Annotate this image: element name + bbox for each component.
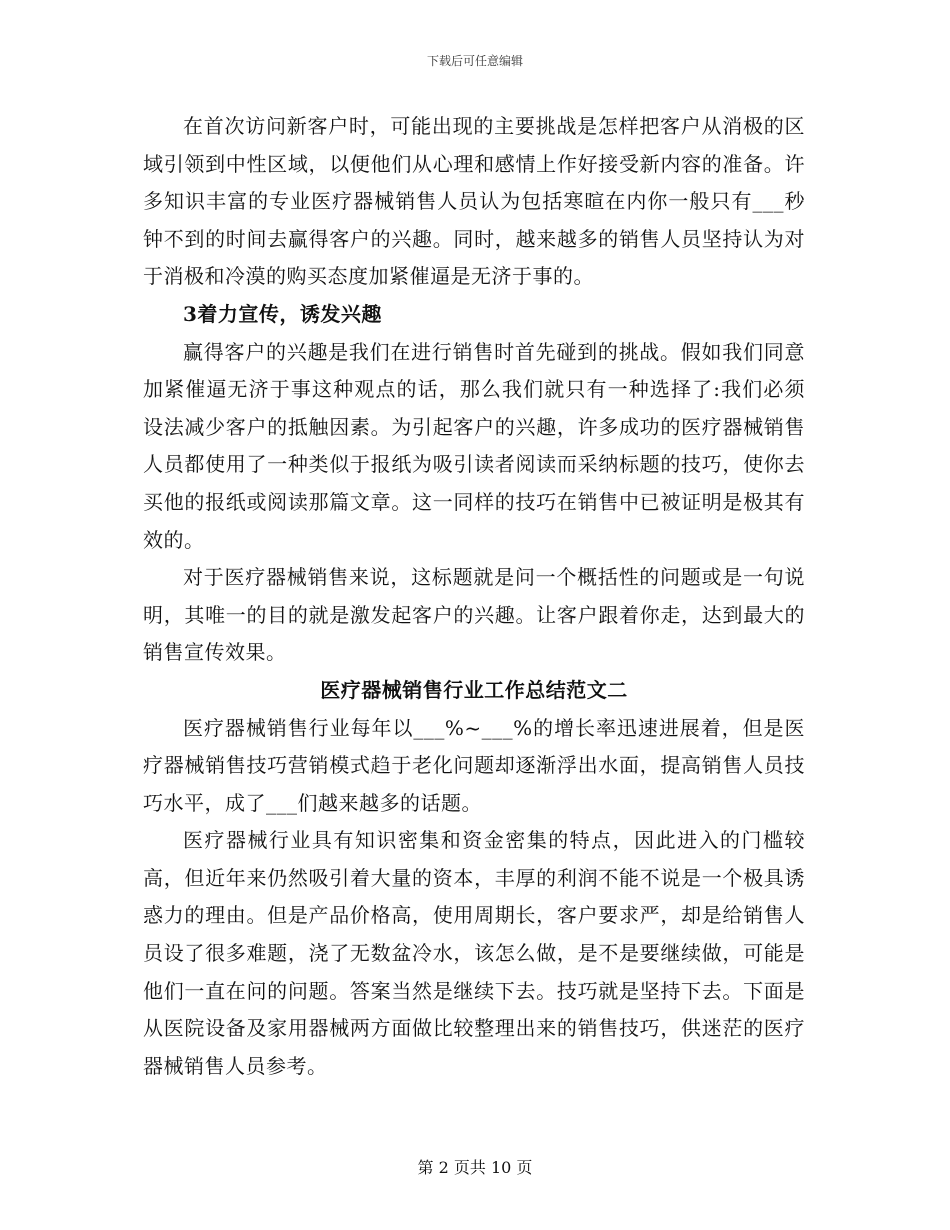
paragraph-win-interest: 赢得客户的兴趣是我们在进行销售时首先碰到的挑战。假如我们同意加紧催逼无济于事这种观点的话，那么我们就只有一种选择了:我们必须设法减少客户的抵触因素。为引起客户的兴趣，许多成功的医疗器械销售人员都使用了一种类似于报纸为吸引读者阅读而采纳标题的技巧，使你去买他的报纸或阅读那篇文章。这一同样的技巧在销售中已被证明是极其有效的。: [143, 339, 805, 552]
paragraph-industry-characteristics: 医疗器械行业具有知识密集和资金密集的特点，因此进入的门槛较高，但近年来仍然吸引着大量的资本，丰厚的利润不能不说是一个极具诱惑力的理由。但是产品价格高，使用周期长，客户要求严，却是给销售人员设了很多难题，浇了无数盆冷水，该怎么做，是不是要继续做，可能是他们一直在问的问题。答案当然是继续下去。技巧就是坚持下去。下面是从医院设备及家用器械两方面做比较整理出来的销售技巧，供迷茫的医疗器械销售人员参考。: [143, 828, 805, 1078]
document-title-part-two: 医疗器械销售行业工作总结范文二: [320, 677, 628, 702]
paragraph-headline-technique: 对于医疗器械销售来说，这标题就是问一个概括性的问题或是一句说明，其唯一的目的就是激发起客户的兴趣。让客户跟着你走，达到最大的销售宣传效果。: [143, 565, 805, 665]
section-heading-promotion: 3着力宣传，诱发兴趣: [183, 301, 382, 326]
paragraph-first-visit: 在首次访问新客户时，可能出现的主要挑战是怎样把客户从消极的区域引领到中性区域，以便他们从心理和感情上作好接受新内容的准备。许多知识丰富的专业医疗器械销售人员认为包括寒暄在内你一般只有___秒钟不到的时间去赢得客户的兴趣。同时，越来越多的销售人员坚持认为对于消极和冷漠的购买态度加紧催逼是无济于事的。: [143, 114, 805, 289]
page-header: 下载后可任意编辑: [426, 54, 523, 68]
document-body: [143, 108, 805, 1085]
page-number-footer: 第 2 页共 10 页: [417, 1158, 533, 1177]
paragraph-industry-growth: 医疗器械销售行业每年以___%~___%的增长率迅速进展着，但是医疗器械销售技巧营销模式趋于老化问题却逐渐浮出水面，提高销售人员技巧水平，成了___们越来越多的话题。: [143, 715, 805, 815]
